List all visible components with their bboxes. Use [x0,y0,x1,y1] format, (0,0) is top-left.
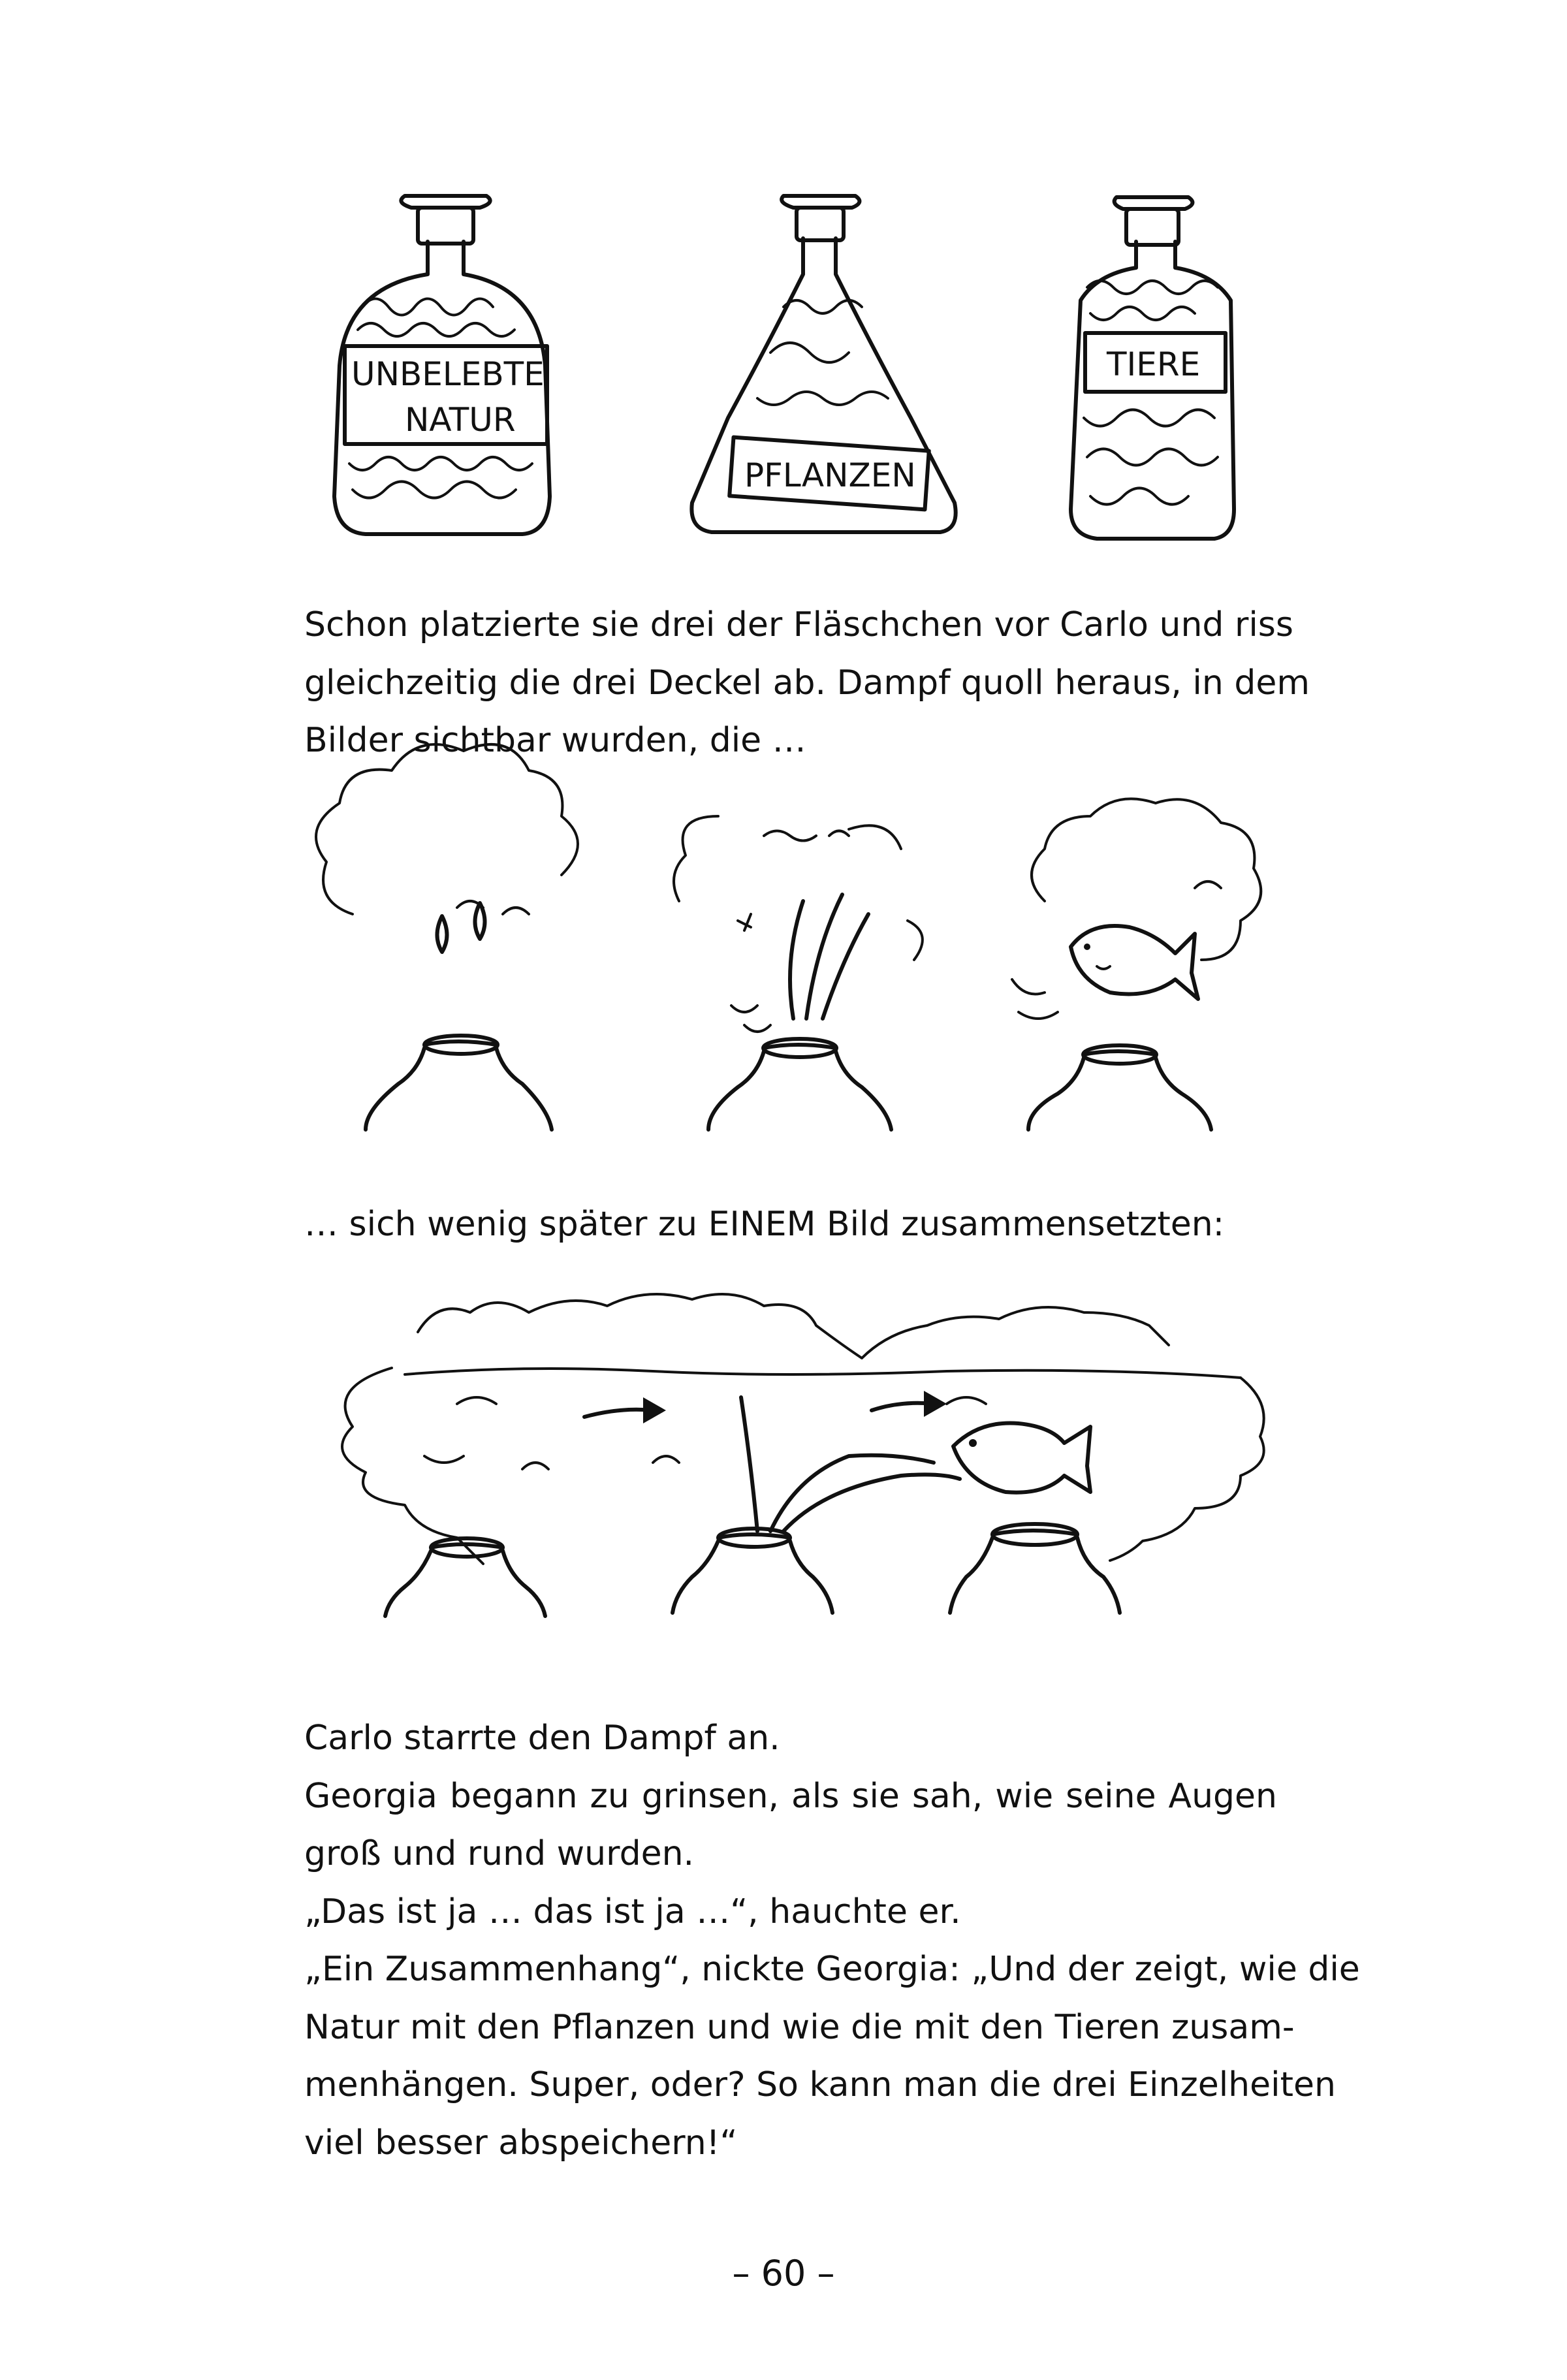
paragraph-2 [304,1196,1277,1254]
bottle-unbelebte-natur [334,196,550,534]
label-natur: NATUR [405,401,516,439]
text-line: menhängen. Super, oder? So kann man die drei Einzelheiten [304,2065,1336,2104]
paragraph-1 [304,596,1310,770]
bottle-pflanzen [691,196,955,532]
text-line: … sich wenig später zu EINEM Bild zusammensetzten: [304,1205,1225,1244]
text-line: Natur mit den Pflanzen und wie die mit den Tieren zusam- [304,2007,1295,2047]
text-line: Bilder sichtbar wurden, die … [304,721,806,760]
bottle-tiere [1071,197,1234,539]
text-line: gleichzeitig die drei Deckel ab. Dampf quoll heraus, in dem [304,663,1310,703]
text-line: Carlo starrte den Dampf an. [304,1719,780,1758]
text-line: „Das ist ja … das ist ja …“, hauchte er. [304,1892,961,1931]
text-line: Schon platzierte sie drei der Fläschchen vor Carlo und riss [304,605,1293,644]
text-line: viel besser abspeichern!“ [304,2123,738,2163]
text-line: „Ein Zusammenhang“, nickte Georgia: „Und der zeigt, wie die [304,1950,1360,1989]
label-tiere: TIERE [1107,345,1201,383]
text-line: Georgia begann zu grinsen, als sie sah, wie seine Augen [304,1776,1277,1816]
page-number: – 60 – [732,2253,835,2294]
label-pflanzen: PFLANZEN [744,456,916,494]
label-unbelebte: UNBELEBTE [351,355,545,393]
text-line: groß und rund wurden. [304,1834,695,1873]
paragraph-3 [304,1709,1360,2172]
